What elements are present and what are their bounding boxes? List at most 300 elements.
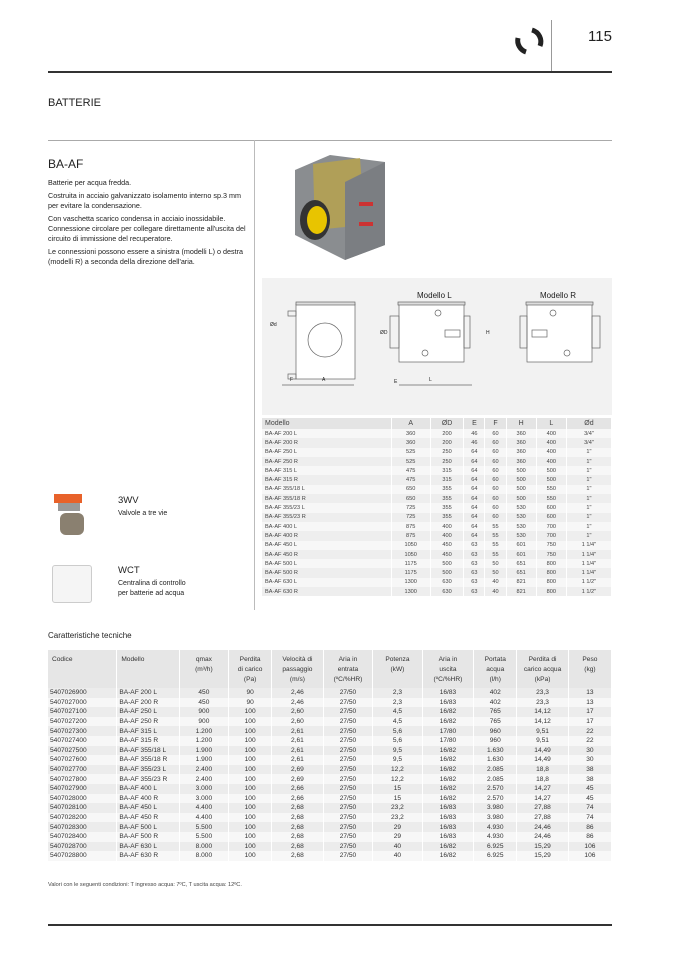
- table-cell: 1": [566, 448, 611, 457]
- table-cell: 12,2: [373, 765, 422, 775]
- column-header: Ød: [566, 418, 611, 429]
- table-cell: 5407027500: [48, 746, 117, 756]
- table-cell: 601: [506, 550, 536, 559]
- table-cell: 60: [485, 457, 506, 466]
- table-cell: 60: [485, 503, 506, 512]
- accessory-code: WCT: [118, 565, 140, 576]
- table-cell: BA-AF 315 R: [117, 736, 179, 746]
- table-cell: 15,29: [517, 851, 569, 861]
- table-cell: 46: [464, 438, 485, 447]
- table-cell: 650: [391, 485, 430, 494]
- table-cell: 500: [506, 466, 536, 475]
- table-cell: 2,3: [373, 698, 422, 708]
- table-cell: 530: [506, 531, 536, 540]
- column-header: F: [485, 418, 506, 429]
- table-cell: 1.900: [179, 746, 228, 756]
- column-header: [117, 650, 179, 688]
- table-cell: 900: [179, 707, 228, 717]
- column-header: A: [391, 418, 430, 429]
- table-cell: 2,68: [272, 822, 324, 832]
- table-cell: 3/4": [566, 429, 611, 438]
- accessory-desc: Valvole a tre vie: [118, 510, 168, 517]
- table-cell: 550: [536, 485, 566, 494]
- table-cell: 40: [373, 842, 422, 852]
- table-cell: 100: [229, 755, 272, 765]
- table-cell: BA-AF 450 R: [262, 550, 391, 559]
- table-cell: 450: [179, 688, 228, 698]
- table-cell: 650: [391, 494, 430, 503]
- table-cell: 9,5: [373, 746, 422, 756]
- table-cell: 5407027900: [48, 784, 117, 794]
- table-row: [48, 803, 612, 813]
- table-cell: 40: [485, 587, 506, 596]
- table-cell: BA-AF 450 L: [262, 541, 391, 550]
- table-cell: 355: [430, 494, 464, 503]
- table-cell: 9,51: [517, 736, 569, 746]
- table-row: [48, 813, 612, 823]
- table-cell: 16/82: [422, 851, 474, 861]
- dim-label-a: A: [322, 377, 326, 383]
- table-cell: 8.000: [179, 842, 228, 852]
- table-cell: 27/50: [323, 707, 372, 717]
- table-cell: 16/83: [422, 813, 474, 823]
- specs-title: Caratteristiche tecniche: [48, 631, 132, 640]
- table-cell: 3.980: [474, 803, 517, 813]
- table-cell: 64: [464, 522, 485, 531]
- table-cell: 800: [536, 559, 566, 568]
- table-cell: 800: [536, 578, 566, 587]
- table-cell: 64: [464, 513, 485, 522]
- table-cell: 2,68: [272, 803, 324, 813]
- header-line: (Pa): [243, 676, 257, 683]
- dim-label-h: H: [486, 330, 490, 336]
- table-cell: 5407027200: [48, 717, 117, 727]
- column-header: [229, 650, 272, 688]
- table-cell: BA-AF 630 L: [262, 578, 391, 587]
- desc-line: Batterie per acqua fredda.: [48, 178, 132, 187]
- table-cell: 4,5: [373, 707, 422, 717]
- table-cell: 2,46: [272, 688, 324, 698]
- header-line: Codice: [52, 656, 73, 663]
- table-cell: 600: [536, 503, 566, 512]
- column-header: [517, 650, 569, 688]
- table-cell: 2,60: [272, 707, 324, 717]
- table-cell: 1.200: [179, 736, 228, 746]
- table-cell: 725: [391, 503, 430, 512]
- table-cell: 500: [430, 559, 464, 568]
- table-cell: 64: [464, 475, 485, 484]
- table-cell: 4,5: [373, 717, 422, 727]
- table-cell: 3.980: [474, 813, 517, 823]
- table-cell: 100: [229, 746, 272, 756]
- table-row: [262, 429, 612, 438]
- table-cell: 55: [485, 541, 506, 550]
- table-cell: 5407028000: [48, 794, 117, 804]
- table-cell: 500: [506, 485, 536, 494]
- table-cell: 2,61: [272, 746, 324, 756]
- table-cell: 5407027600: [48, 755, 117, 765]
- table-cell: 45: [568, 784, 611, 794]
- table-cell: BA-AF 355/23 R: [117, 774, 179, 784]
- table-cell: 14,27: [517, 794, 569, 804]
- table-cell: 23,2: [373, 813, 422, 823]
- table-cell: 100: [229, 813, 272, 823]
- specs-table: [48, 650, 612, 861]
- table-cell: 5.500: [179, 822, 228, 832]
- column-header: [373, 650, 422, 688]
- table-cell: 960: [474, 736, 517, 746]
- header-line: (ºC/%HR): [333, 676, 363, 683]
- table-row: [262, 531, 612, 540]
- table-row: [48, 707, 612, 717]
- table-cell: 27/50: [323, 794, 372, 804]
- table-cell: 1050: [391, 541, 430, 550]
- table-cell: 106: [568, 851, 611, 861]
- table-row: [48, 726, 612, 736]
- table-row: [48, 822, 612, 832]
- header-line: Modello: [121, 656, 145, 663]
- table-cell: 360: [506, 457, 536, 466]
- table-cell: 27/50: [323, 832, 372, 842]
- table-cell: 63: [464, 568, 485, 577]
- table-cell: 450: [430, 541, 464, 550]
- table-cell: 5407027700: [48, 765, 117, 775]
- header-line: (m/s): [289, 676, 305, 683]
- table-cell: 17/80: [422, 736, 474, 746]
- table-cell: 100: [229, 803, 272, 813]
- table-cell: 1": [566, 503, 611, 512]
- table-cell: 16/83: [422, 698, 474, 708]
- table-cell: BA-AF 450 R: [117, 813, 179, 823]
- table-cell: 400: [536, 438, 566, 447]
- table-cell: 250: [430, 457, 464, 466]
- table-cell: 22: [568, 726, 611, 736]
- table-cell: 27/50: [323, 688, 372, 698]
- table-cell: BA-AF 500 R: [262, 568, 391, 577]
- header-line: di carico: [237, 666, 263, 673]
- table-cell: 875: [391, 522, 430, 531]
- table-cell: 402: [474, 688, 517, 698]
- table-cell: 63: [464, 578, 485, 587]
- table-cell: 16/82: [422, 842, 474, 852]
- table-cell: 2,3: [373, 688, 422, 698]
- table-cell: 55: [485, 531, 506, 540]
- table-cell: 1175: [391, 568, 430, 577]
- table-cell: 5,6: [373, 726, 422, 736]
- table-cell: 1": [566, 494, 611, 503]
- table-cell: 475: [391, 475, 430, 484]
- table-cell: 64: [464, 494, 485, 503]
- table-cell: 550: [536, 494, 566, 503]
- table-cell: 400: [430, 531, 464, 540]
- table-cell: 1 1/2": [566, 578, 611, 587]
- table-cell: 27/50: [323, 784, 372, 794]
- table-row: [262, 568, 612, 577]
- table-cell: 27/50: [323, 717, 372, 727]
- column-header: [48, 650, 117, 688]
- table-cell: 9,51: [517, 726, 569, 736]
- table-cell: 100: [229, 851, 272, 861]
- table-row: [262, 438, 612, 447]
- table-cell: BA-AF 250 L: [262, 448, 391, 457]
- table-cell: 500: [430, 568, 464, 577]
- column-header: [323, 650, 372, 688]
- table-cell: 360: [506, 429, 536, 438]
- table-cell: 90: [229, 698, 272, 708]
- table-cell: 27,88: [517, 813, 569, 823]
- table-row: [48, 765, 612, 775]
- table-cell: 16/82: [422, 755, 474, 765]
- table-cell: 700: [536, 531, 566, 540]
- table-cell: 16/82: [422, 794, 474, 804]
- table-cell: 2,61: [272, 736, 324, 746]
- table-cell: 60: [485, 475, 506, 484]
- table-row: [48, 832, 612, 842]
- table-cell: 525: [391, 448, 430, 457]
- table-cell: BA-AF 355/23 R: [262, 513, 391, 522]
- table-cell: 50: [485, 568, 506, 577]
- dimensions-table: [262, 418, 612, 596]
- table-row: [48, 698, 612, 708]
- table-row: [262, 503, 612, 512]
- table-cell: 4.400: [179, 803, 228, 813]
- table-row: [48, 755, 612, 765]
- table-cell: 525: [391, 457, 430, 466]
- header-line: carico acqua: [523, 666, 562, 673]
- table-cell: 500: [536, 475, 566, 484]
- header-line: uscita: [439, 666, 457, 673]
- column-header: H: [506, 418, 536, 429]
- table-cell: BA-AF 500 L: [262, 559, 391, 568]
- table-cell: 64: [464, 531, 485, 540]
- table-cell: 1": [566, 513, 611, 522]
- table-cell: 2.085: [474, 774, 517, 784]
- table-cell: 1.200: [179, 726, 228, 736]
- column-divider: [254, 140, 255, 610]
- table-cell: 16/82: [422, 707, 474, 717]
- table-cell: 360: [391, 429, 430, 438]
- table-cell: 1 1/4": [566, 550, 611, 559]
- table-cell: 27/50: [323, 803, 372, 813]
- header-line: Portata: [484, 656, 506, 663]
- table-cell: 38: [568, 774, 611, 784]
- table-cell: 100: [229, 774, 272, 784]
- section-title: BATTERIE: [48, 97, 101, 109]
- table-cell: 86: [568, 832, 611, 842]
- table-cell: 4.400: [179, 813, 228, 823]
- table-cell: 40: [373, 851, 422, 861]
- model-l-label: Modello L: [417, 291, 452, 300]
- table-cell: 725: [391, 513, 430, 522]
- header-line: (kg): [584, 666, 596, 673]
- column-header: [272, 650, 324, 688]
- table-cell: 45: [568, 794, 611, 804]
- table-cell: 1300: [391, 587, 430, 596]
- table-cell: 106: [568, 842, 611, 852]
- table-cell: 630: [430, 578, 464, 587]
- table-cell: BA-AF 500 R: [117, 832, 179, 842]
- table-cell: 1.630: [474, 746, 517, 756]
- table-cell: 14,12: [517, 717, 569, 727]
- table-cell: 5407027300: [48, 726, 117, 736]
- table-cell: 960: [474, 726, 517, 736]
- table-cell: 100: [229, 832, 272, 842]
- table-cell: 14,12: [517, 707, 569, 717]
- model-r-label: Modello R: [540, 291, 577, 300]
- table-cell: 16/82: [422, 717, 474, 727]
- table-cell: 6.925: [474, 851, 517, 861]
- table-cell: 100: [229, 726, 272, 736]
- table-cell: 315: [430, 475, 464, 484]
- header-line: Peso: [582, 656, 598, 663]
- table-cell: 360: [506, 438, 536, 447]
- table-cell: 450: [430, 550, 464, 559]
- controller-image: [52, 565, 92, 603]
- table-cell: 5407028700: [48, 842, 117, 852]
- table-cell: BA-AF 250 L: [117, 707, 179, 717]
- table-cell: BA-AF 315 L: [262, 466, 391, 475]
- table-cell: 14,49: [517, 755, 569, 765]
- table-row: [262, 559, 612, 568]
- table-cell: 14,27: [517, 784, 569, 794]
- table-cell: 5407027400: [48, 736, 117, 746]
- header-line: Aria in: [338, 656, 358, 663]
- table-cell: 63: [464, 550, 485, 559]
- table-cell: 750: [536, 550, 566, 559]
- table-cell: 27/50: [323, 726, 372, 736]
- table-cell: 200: [430, 438, 464, 447]
- section-rule: [48, 140, 612, 141]
- table-cell: BA-AF 400 L: [117, 784, 179, 794]
- header-line: Aria in: [438, 656, 458, 663]
- table-cell: BA-AF 315 L: [117, 726, 179, 736]
- table-cell: 55: [485, 522, 506, 531]
- table-cell: 2.570: [474, 794, 517, 804]
- table-cell: 6.925: [474, 842, 517, 852]
- table-cell: 30: [568, 746, 611, 756]
- table-row: [262, 448, 612, 457]
- table-cell: BA-AF 500 L: [117, 822, 179, 832]
- table-cell: 651: [506, 559, 536, 568]
- table-cell: 2,60: [272, 717, 324, 727]
- table-cell: BA-AF 400 R: [262, 531, 391, 540]
- table-cell: BA-AF 200 L: [117, 688, 179, 698]
- table-cell: 2,61: [272, 726, 324, 736]
- table-cell: BA-AF 200 R: [117, 698, 179, 708]
- table-cell: 450: [179, 698, 228, 708]
- table-cell: 651: [506, 568, 536, 577]
- table-row: [48, 842, 612, 852]
- table-cell: 100: [229, 717, 272, 727]
- table-cell: 18,8: [517, 774, 569, 784]
- table-cell: 530: [506, 503, 536, 512]
- table-cell: 74: [568, 803, 611, 813]
- table-cell: 17: [568, 717, 611, 727]
- table-cell: 500: [506, 494, 536, 503]
- table-cell: 13: [568, 698, 611, 708]
- column-header: [474, 650, 517, 688]
- table-cell: 402: [474, 698, 517, 708]
- header-line: acqua: [486, 666, 505, 673]
- header-divider: [551, 20, 552, 72]
- table-row: [48, 746, 612, 756]
- table-cell: 1": [566, 531, 611, 540]
- table-cell: 5407026900: [48, 688, 117, 698]
- header-line: Velocità di: [282, 656, 313, 663]
- table-cell: 63: [464, 587, 485, 596]
- table-cell: 27/50: [323, 755, 372, 765]
- table-cell: 100: [229, 765, 272, 775]
- brand-logo-icon: [512, 26, 546, 56]
- table-cell: 2.400: [179, 774, 228, 784]
- table-cell: 800: [536, 568, 566, 577]
- table-cell: 23,2: [373, 803, 422, 813]
- table-cell: 55: [485, 550, 506, 559]
- column-header: L: [536, 418, 566, 429]
- table-cell: 3.000: [179, 784, 228, 794]
- table-cell: BA-AF 400 L: [262, 522, 391, 531]
- table-cell: 2,46: [272, 698, 324, 708]
- header-line: (m³/h): [195, 666, 213, 673]
- table-cell: 1300: [391, 578, 430, 587]
- table-cell: 16/83: [422, 688, 474, 698]
- table-cell: 5407028300: [48, 822, 117, 832]
- table-cell: 40: [485, 578, 506, 587]
- table-cell: BA-AF 355/18 L: [117, 746, 179, 756]
- table-cell: 355: [430, 485, 464, 494]
- table-cell: 400: [536, 429, 566, 438]
- table-cell: BA-AF 250 R: [117, 717, 179, 727]
- table-cell: 1 1/4": [566, 559, 611, 568]
- column-header: [568, 650, 611, 688]
- table-cell: 16/83: [422, 832, 474, 842]
- table-cell: 27/50: [323, 851, 372, 861]
- table-cell: 355: [430, 513, 464, 522]
- table-cell: 50: [485, 559, 506, 568]
- table-cell: 60: [485, 438, 506, 447]
- table-cell: 200: [430, 429, 464, 438]
- table-cell: 14,49: [517, 746, 569, 756]
- table-cell: 5407028400: [48, 832, 117, 842]
- table-cell: 601: [506, 541, 536, 550]
- table-cell: 5407027800: [48, 774, 117, 784]
- table-row: [48, 794, 612, 804]
- table-row: [262, 522, 612, 531]
- table-cell: 30: [568, 755, 611, 765]
- table-cell: 60: [485, 429, 506, 438]
- header-line: (kPa): [534, 676, 551, 683]
- table-cell: 2,68: [272, 851, 324, 861]
- table-cell: BA-AF 200 R: [262, 438, 391, 447]
- table-cell: BA-AF 450 L: [117, 803, 179, 813]
- table-row: [262, 466, 612, 475]
- table-cell: 500: [506, 475, 536, 484]
- table-cell: 1175: [391, 559, 430, 568]
- table-cell: 2,61: [272, 755, 324, 765]
- table-cell: 100: [229, 736, 272, 746]
- accessory-desc: Centralina di controllo: [118, 580, 186, 587]
- table-cell: 1": [566, 522, 611, 531]
- table-cell: 27,88: [517, 803, 569, 813]
- table-cell: 1": [566, 457, 611, 466]
- table-cell: 16/83: [422, 822, 474, 832]
- table-cell: 1 1/4": [566, 568, 611, 577]
- accessory-desc: per batterie ad acqua: [118, 590, 185, 597]
- product-image: [285, 150, 415, 260]
- table-cell: 100: [229, 794, 272, 804]
- table-cell: 2.400: [179, 765, 228, 775]
- table-cell: 700: [536, 522, 566, 531]
